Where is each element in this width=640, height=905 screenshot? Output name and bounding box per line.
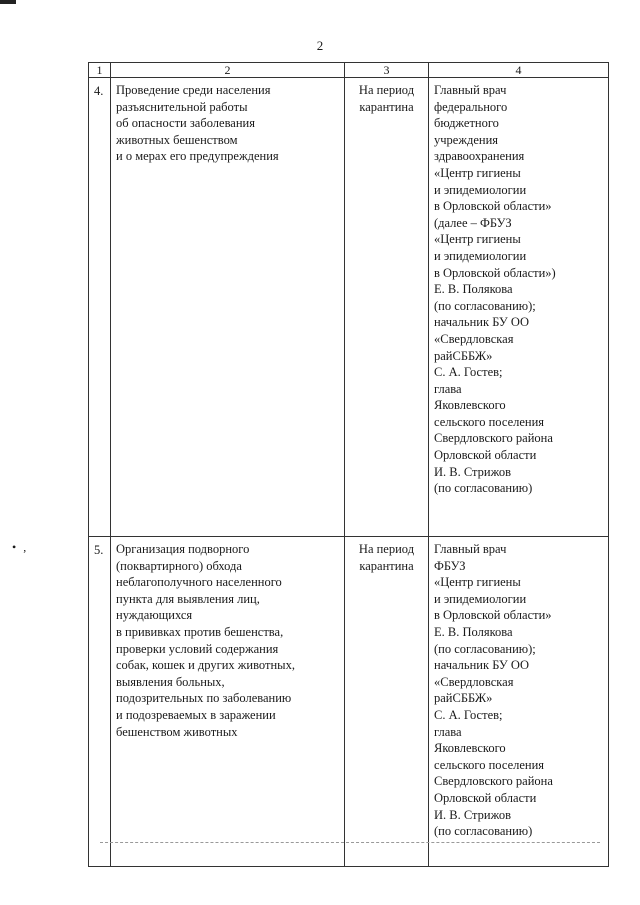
text-line: начальник БУ ОО [434,658,529,673]
measures-table [88,62,609,867]
text-line: глава [434,724,462,739]
text-line: подозрительных по заболеванию [116,691,292,706]
text-line: Главный врач [434,83,507,97]
text-line: Организация подворного [116,542,250,556]
text-line: и эпидемиологии [434,248,527,263]
header-cell-num: 1 [89,63,111,78]
text-line: (далее – ФБУЗ [434,215,512,230]
text-line: «Свердловская [434,331,514,346]
row-number: 5. [89,537,111,867]
text-line: Е. В. Полякова [434,282,513,297]
text-line: «Центр гигиены [434,575,521,590]
text-line: бюджетного [434,116,499,131]
text-line: (по согласованию) [434,481,533,496]
text-line: Е. В. Полякова [434,624,513,639]
period-cell [345,537,429,867]
text-line: бешенством животных [116,724,238,739]
text-line: И. В. Стрижов [434,464,512,479]
text-line: И. В. Стрижов [434,807,512,822]
period-cell [345,78,429,537]
text-line: Яковлевского [434,741,506,756]
header-cell-period: 3 [345,63,429,78]
page-number: 2 [316,38,324,53]
text-line: Свердловского района [434,774,553,789]
text-line: в Орловской области» [434,608,552,623]
text-line: разъяснительной работы [116,99,248,114]
action-cell [111,537,345,867]
text-line: На период [358,83,415,97]
text-line: (по согласованию); [434,298,536,313]
text-line: федерального [434,99,508,114]
scan-bottom-line [100,842,600,843]
text-line: начальник БУ ОО [434,315,529,330]
text-line: Яковлевского [434,398,506,413]
text-line: собак, кошек и других животных, [116,658,295,673]
text-line: в Орловской области») [434,265,556,280]
text-line: «Свердловская [434,674,514,689]
text-line: карантина [359,99,414,114]
margin-mark: • , [12,540,29,554]
text-line: На период [358,542,415,556]
text-line: ФБУЗ [434,558,466,573]
text-line: и о мерах его предупреждения [116,149,279,164]
text-line: и эпидемиологии [434,182,527,197]
text-line: Главный врач [434,542,507,556]
text-line: проверки условий содержания [116,641,279,656]
text-line: и эпидемиологии [434,591,527,606]
text-line: сельского поселения [434,757,545,772]
text-line: здравоохранения [434,149,525,164]
text-line: (поквартирного) обхода [116,558,242,573]
responsible-cell [429,78,609,537]
text-line: сельского поселения [434,414,545,429]
scan-corner-mark [0,0,16,4]
action-cell [111,78,345,537]
text-line: «Центр гигиены [434,232,521,247]
text-line: пункта для выявления лиц, [116,591,260,606]
text-line: выявления больных, [116,674,225,689]
responsible-cell [429,537,609,867]
table-row [89,78,609,537]
text-line: об опасности заболевания [116,116,255,131]
text-line: неблагополучного населенного [116,575,282,590]
text-line: Свердловского района [434,431,553,446]
text-line: глава [434,381,462,396]
text-line: и подозреваемых в заражении [116,707,276,722]
text-line: С. А. Гостев; [434,707,503,722]
text-line: учреждения [434,132,499,147]
text-line: «Центр гигиены [434,165,521,180]
text-line: животных бешенством [116,132,238,147]
header-cell-action: 2 [111,63,345,78]
table-header-row [89,63,609,78]
text-line: (по согласованию); [434,641,536,656]
text-line: Орловской области [434,790,537,805]
text-line: (по согласованию) [434,824,533,839]
header-cell-responsible: 4 [429,63,609,78]
text-line: карантина [359,558,414,573]
text-line: С. А. Гостев; [434,365,503,380]
text-line: в Орловской области» [434,199,552,214]
row-number: 4. [89,78,111,537]
text-line: Проведение среди населения [116,83,271,97]
text-line: райСББЖ» [434,348,493,363]
text-line: райСББЖ» [434,691,493,706]
text-line: нуждающихся [116,608,193,623]
text-line: в прививках против бешенства, [116,624,284,639]
table-row [89,537,609,867]
text-line: Орловской области [434,448,537,463]
